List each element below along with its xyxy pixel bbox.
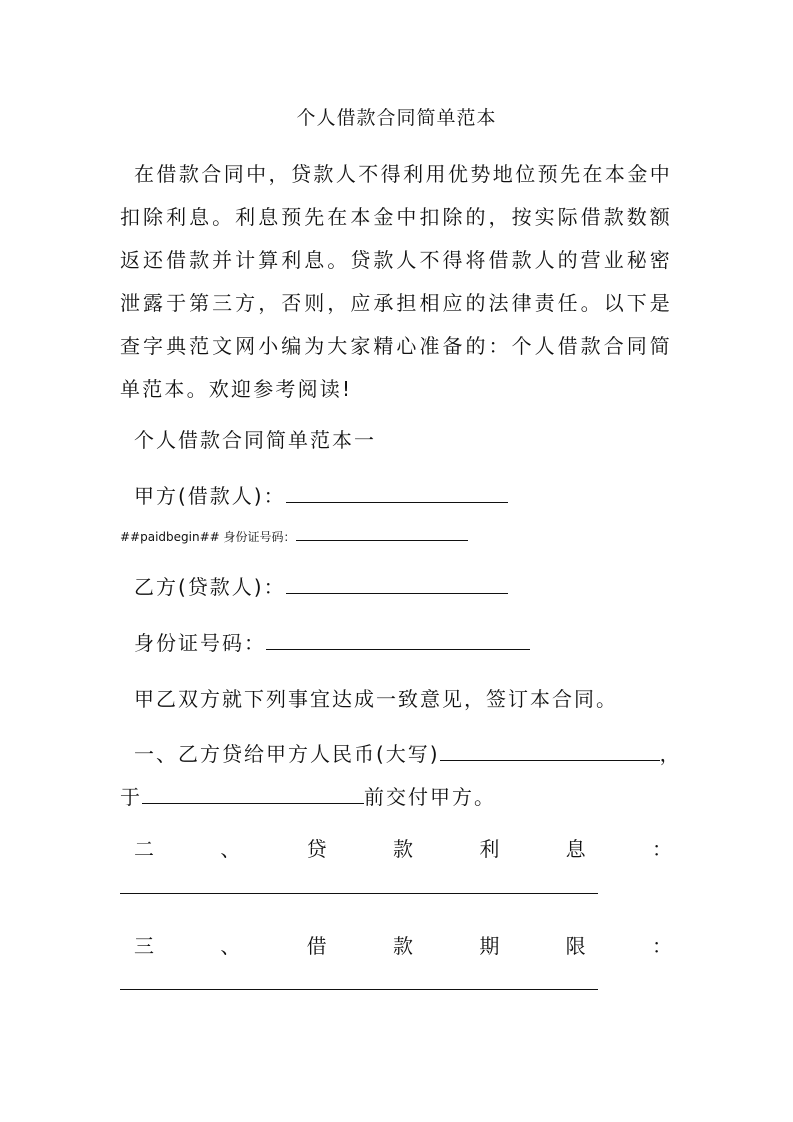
party-a-label: 甲方(借款人)： (134, 484, 286, 508)
intro-paragraph: 在借款合同中，贷款人不得利用优势地位预先在本金中扣除利息。利息预先在本金中扣除的，按实际借款数额返还借款并计算利息。贷款人不得将借款人的营业秘密泄露于第三方，否则，应承担相应的法律责任。以下是查字典范文网小编为大家精心准备的：个人借款合同简单范本。欢迎参考阅读! (120, 162, 672, 401)
clause-3-char: ： (651, 934, 672, 958)
clause-1-date-blank[interactable] (142, 785, 364, 804)
clause-2-heading (120, 833, 672, 862)
clause-3-heading (120, 930, 672, 959)
party-b-blank[interactable] (286, 575, 508, 594)
clause-2-char: 贷 (306, 837, 327, 861)
clause-1-prefix: 一、乙方贷给甲方人民币(大写) (134, 742, 440, 766)
id-number-label: 身份证号码： (134, 631, 266, 655)
clause-2-char: 款 (392, 837, 413, 861)
party-a-row (134, 480, 508, 509)
clause-1-amount-blank[interactable] (440, 742, 660, 761)
clause-2-char: ： (651, 837, 672, 861)
clause-2-char: 二 (134, 837, 154, 861)
clause-3-char: 借 (306, 934, 327, 958)
id-number-row (134, 627, 530, 656)
agreement-statement: 甲乙双方就下列事宜达成一致意见，签订本合同。 (134, 687, 618, 711)
clause-2-char: 、 (220, 837, 241, 861)
clause-3-char: 款 (392, 934, 413, 958)
clause-3-char: 限 (565, 934, 586, 958)
clause-3-char: 三 (134, 934, 154, 958)
party-b-row (134, 571, 508, 600)
clause-1-comma: ， (659, 742, 682, 766)
clause-1-line-1 (134, 738, 682, 767)
clause-2-char: 息 (565, 837, 586, 861)
clause-2-blank[interactable] (120, 893, 598, 894)
party-a-blank[interactable] (286, 484, 508, 503)
clause-3-blank[interactable] (120, 989, 598, 990)
clause-1-line-2-suffix: 前交付甲方。 (364, 785, 496, 809)
document-title: 个人借款合同简单范本 (296, 107, 497, 129)
paid-marker-label: ##paidbegin## 身份证号码： (120, 530, 296, 544)
section-heading: 个人借款合同简单范本一 (134, 428, 376, 452)
clause-1-line-2 (120, 781, 496, 810)
clause-1-line-2-prefix: 于 (120, 785, 142, 809)
clause-3-char: 期 (479, 934, 500, 958)
id-number-blank[interactable] (266, 631, 530, 650)
clause-3-char: 、 (220, 934, 241, 958)
paid-id-blank[interactable] (296, 529, 468, 541)
clause-2-char: 利 (479, 837, 500, 861)
paid-marker-row (120, 528, 468, 545)
party-b-label: 乙方(贷款人)： (134, 575, 286, 599)
